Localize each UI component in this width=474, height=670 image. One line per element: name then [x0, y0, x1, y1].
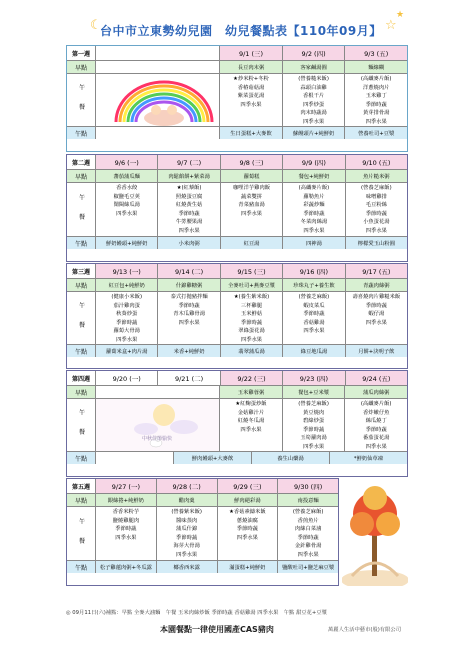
- day-header: 9/22 (三): [221, 371, 283, 385]
- day-header: 9/29 (三): [218, 479, 279, 493]
- breakfast-cell: 玉米雞蓉粥: [220, 386, 283, 398]
- breakfast-cell: 全麥吐司+燕麥豆漿: [221, 279, 283, 291]
- breakfast-cell: 青蔬肉絲粥: [346, 279, 407, 291]
- day-header: 9/1 (三): [220, 46, 283, 60]
- day-header: 9/13 (一): [96, 264, 158, 278]
- snack-cell: 米香+純鮮奶: [158, 345, 220, 357]
- day-header: 9/10 (五): [346, 155, 407, 169]
- breakfast-cell: 肉鬆餡餅+紫菜湯: [158, 170, 220, 182]
- breakfast-cell: 魚片糙米粥: [346, 170, 407, 182]
- breakfast-label: 早點: [67, 61, 96, 73]
- breakfast-cell: 麵線糊: [345, 61, 407, 73]
- lunch-cell: ★香菇素鑄米飯 蔥燒油腐 季節時蔬 四季水果: [218, 507, 279, 560]
- snack-cell: 蘇饅頭片+純鮮奶: [283, 127, 346, 139]
- day-header: 9/15 (三): [221, 264, 283, 278]
- snack-label: 午點: [67, 127, 96, 139]
- snack-cell: 蘿蔔米盒+肉片湯: [96, 345, 158, 357]
- breakfast-cell: 餐包+純鮮奶: [283, 170, 345, 182]
- lunch-cell: 壽喜燒肉片雞糙米飯 季節時蔬 蝦仔湯 四季水果: [352, 294, 401, 326]
- lunch-cell: ★(養生紫米飯) 三杯雞腿 玉米鮮菇 季節時蔬 翠綠蛋花湯 四季水果: [221, 292, 283, 344]
- breakfast-label: 早點: [67, 170, 96, 182]
- breakfast-label: 早點: [67, 279, 96, 291]
- lunch-cell: (高纖麥片飯) 香炸嫩仔魚 絲瓜燒丁 季節時蔬 番茄蛋花湯 四季水果: [360, 401, 392, 450]
- snack-cell: 小米肉粥: [158, 237, 220, 249]
- lunch-cell: ★炒米粉+冬粉 香椿菇菇湯 紫菜蛋花湯 四季水果: [220, 74, 283, 126]
- snack-label: 午點: [67, 452, 96, 464]
- day-header: 9/17 (五): [346, 264, 407, 278]
- lunch-cell: (營養紫米飯) 醬味蒸肉 蒲瓜什錦 季節時蔬 海芽大骨湯 四季水果: [157, 507, 218, 560]
- snack-cell: 椰香西米露: [157, 561, 218, 573]
- week-label: 第三週: [67, 264, 96, 278]
- breakfast-cell: 醋肉羹: [157, 494, 218, 506]
- breakfast-cell: 餐包+豆米漿: [283, 386, 346, 398]
- week-5-table: [66, 478, 339, 586]
- lunch-cell: 香香米粉芋 鹽燒雞腿肉 季節時蔬 四季水果: [96, 507, 157, 560]
- week-3-table: [66, 263, 408, 369]
- lunch-cell: (營養糙米飯) 蒜頭白油雞 香根干片 四季炒蛋 肉末時蔬湯 四季水果: [283, 74, 346, 126]
- snack-cell: 月餅+決明子飲: [346, 345, 407, 357]
- mid-autumn-illustration: [96, 399, 220, 451]
- lunch-cell: (營養芝麻飯) 香煎魚片 肉絲白菜滷 季節時蔬 金針雞骨湯 四季水果: [292, 509, 324, 558]
- week-2-table: [66, 154, 408, 262]
- breakfast-cell: 珍珠丸子+養生飲: [283, 279, 345, 291]
- breakfast-cell: 南投意麵: [278, 494, 338, 506]
- breakfast-cell: 蕃茄蒲瓜麵: [96, 170, 158, 182]
- day-header: 9/2 (四): [283, 46, 346, 60]
- autumn-tree-illustration: [342, 480, 408, 586]
- week-label: 第二週: [67, 155, 96, 169]
- breakfast-cell: 鮮肉絕彩湯: [218, 494, 279, 506]
- snack-label: 午點: [67, 561, 96, 573]
- lunch-label: 午 餐: [67, 507, 96, 560]
- day-header: 9/8 (三): [221, 155, 283, 169]
- rainbow-illustration: [96, 74, 220, 126]
- week-label: 第四週: [67, 371, 96, 385]
- snack-cell: 鮮奶饅頭+純鮮奶: [96, 237, 158, 249]
- lunch-cell: 泰式打拋豬拌麵 季節時蔬 青木瓜雞骨湯 四季水果: [158, 292, 220, 344]
- day-header: 9/14 (二): [158, 264, 220, 278]
- snack-label: 午點: [67, 345, 96, 357]
- lunch-cell: (營養芝麻飯) 黃豆燒肉 碧綠炒蛋 季節時蔬 玉筍蘿肉湯 四季水果: [283, 399, 346, 451]
- breakfast-cell: 客家鹹湯圓: [283, 61, 346, 73]
- breakfast-label: 早點: [67, 494, 96, 506]
- breakfast-cell: 紅豆包+純鮮奶: [96, 279, 158, 291]
- week-label: 第五週: [67, 479, 96, 493]
- day-header: 9/23 (四): [283, 371, 345, 385]
- lunch-cell: ★紅麴蛋炒飯 金菇雞汁片 紅燒冬瓜湯 四季水果: [220, 399, 283, 451]
- footer-note: ◎ 09月11日(六)補點：早點 全麥大滷麵 午餐 玉米肉絲炒飯 季節時蔬 香菇雞湯 四季水果 午點 甜豆花+豆漿: [66, 610, 327, 616]
- lunch-cell: 香香水餃 椒鹽毛豆莢 鬧閩絲瓜湯 四季水果: [96, 183, 158, 236]
- week-label: 第一週: [67, 46, 96, 60]
- footer-main: 本園餐點一律使用國產CAS豬肉: [160, 625, 274, 634]
- snack-cell: 鹽酸吐司+鹽芝麻豆漿: [278, 561, 338, 573]
- snack-cell: 養生山藥湯: [252, 452, 330, 464]
- lunch-cell: ★(紅藜飯) 照燒蛋豆腐 紅燒黃生菇 季節時蔬 牛蒡腰果湯 四季水果: [158, 183, 220, 236]
- snack-cell: 松子雞蓮肉粥+冬瓜露: [96, 561, 157, 573]
- snack-cell: 綠豆地瓜湯: [283, 345, 345, 357]
- snack-cell: 紅豆湯: [221, 237, 283, 249]
- lunch-cell: (高纖麥片飯) 洋蔥燒肉片 玉米雞丁 季節時蔬 黃芽排骨湯 四季水果: [360, 76, 392, 125]
- lunch-cell: (健康小米飯) 茄汁雞肉蛋 秋葵炒蛋 季節時蔬 蘿蔔大骨湯 四季水果: [96, 292, 158, 344]
- snack-cell: 生日蛋糕+大麥飲: [220, 127, 283, 139]
- lunch-cell: (營養芝麻飯) 味噌雞排 毛豆粉絲 季節時蔬 小魚蛋花湯 四季水果: [361, 185, 392, 234]
- lunch-label: 午 餐: [67, 74, 96, 126]
- lunch-cell: (高纖麥片飯) 蘿勒魚片 彩蔬炒麵 季節時蔬 冬菜肉絲湯 四季水果: [283, 183, 345, 236]
- lunch-cell: 咖哩洋芋雞肉飯 蔬菜雙拼 青菜豬血湯 四季水果: [221, 183, 283, 236]
- footer-company: 萬麗人生活中藝市(股)有限公司: [328, 627, 401, 633]
- moon-icon: ☾: [90, 18, 102, 33]
- snack-cell: 檸檬愛玉山粉圓: [346, 237, 407, 249]
- breakfast-cell: 蒲瓜肉絲粥: [345, 386, 407, 398]
- snack-cell: 鮮肉饅頭+大麥飲: [174, 452, 252, 464]
- snack-cell: 滿蛋糕+純鮮奶: [218, 561, 279, 573]
- day-header: 9/7 (二): [158, 155, 220, 169]
- snack-label: 午點: [67, 237, 96, 249]
- day-header: 9/30 (四): [278, 479, 338, 493]
- breakfast-cell: 什錦雞糖粥: [158, 279, 220, 291]
- day-header: 9/9 (四): [283, 155, 345, 169]
- day-header: 9/20 (一): [96, 371, 158, 385]
- day-header: 9/28 (二): [157, 479, 218, 493]
- snack-cell: 翡翠蒲瓜湯: [221, 345, 283, 357]
- week-4-table: [66, 370, 408, 477]
- day-header: 9/16 (四): [283, 264, 345, 278]
- day-header: 9/21 (二): [158, 371, 220, 385]
- lunch-label: 午 餐: [67, 399, 96, 451]
- week-1-table: [66, 45, 408, 152]
- lunch-label: 午 餐: [67, 292, 96, 344]
- day-header: 9/24 (五): [346, 371, 407, 385]
- lunch-cell: (營養芝麻飯) 蝦皮菜瓜 季節時蔬 香菇雞湯 四季水果: [283, 292, 345, 344]
- lunch-label: 午 餐: [67, 183, 96, 236]
- day-header: 9/27 (一): [96, 479, 157, 493]
- snack-cell: 四神湯: [283, 237, 345, 249]
- breakfast-label: 早點: [67, 386, 96, 398]
- snack-cell: *鮮奶仙草凍: [330, 452, 407, 464]
- holiday-greeting: 中秋佳節愉快: [142, 436, 173, 442]
- day-header: 9/6 (一): [96, 155, 158, 169]
- star-icon: ☆: [385, 18, 397, 33]
- star-icon: ★: [396, 10, 405, 20]
- day-header: 9/3 (五): [345, 46, 407, 60]
- breakfast-cell: 長豆肉末粥: [220, 61, 283, 73]
- breakfast-cell: 蘿蔔糕: [221, 170, 283, 182]
- breakfast-cell: 銀絲捲+純鮮奶: [96, 494, 157, 506]
- page-title: 台中市立東勢幼兒園 幼兒餐點表【110年09月】: [100, 24, 382, 38]
- snack-cell: 營養吐司+豆漿: [345, 127, 407, 139]
